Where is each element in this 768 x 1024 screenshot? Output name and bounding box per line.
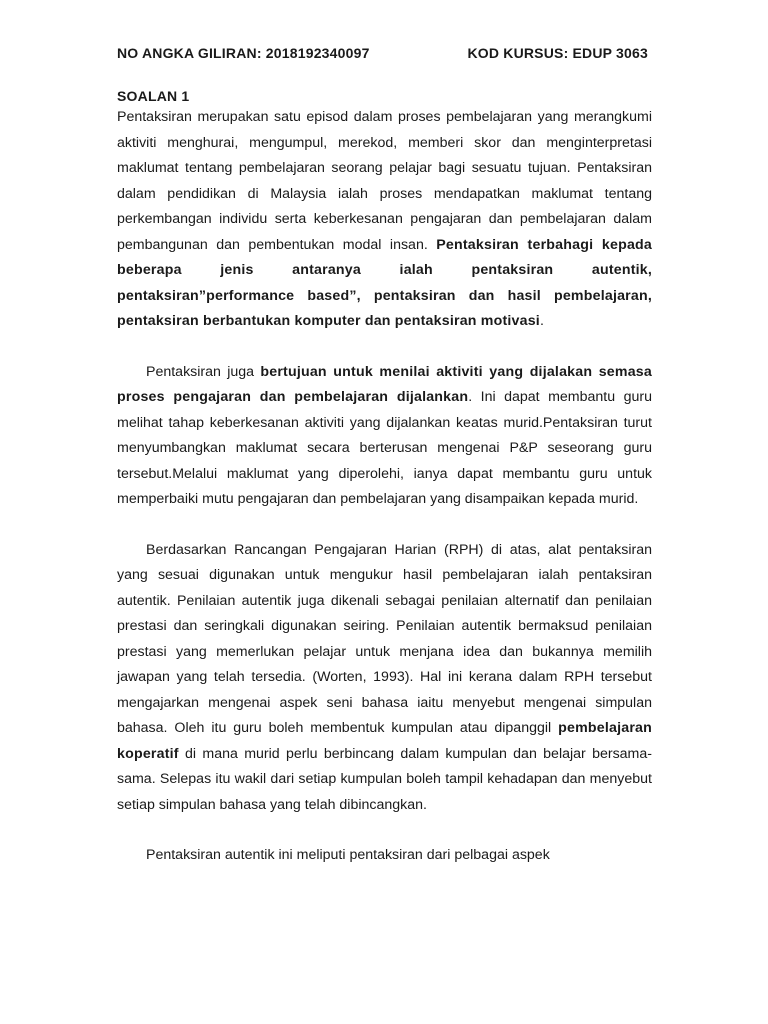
paragraph-text: . Ini dapat membantu guru melihat tahap keberkesanan aktiviti yang dijalankan keatas murid.Pentaksiran turut menyumbangkan maklumat secara berterusan mengenai P&P seseorang guru tersebut.Melalui maklumat yang diperolehi, ianya dapat membantu guru untuk memperbaiki mutu pengajaran dan pembelajaran yang disampaikan kepada murid.: [117, 389, 652, 507]
paragraph-text: .: [539, 313, 544, 329]
paragraph-spacer: [117, 335, 652, 360]
paragraph-text: Pentaksiran autentik ini meliputi pentaksiran dari pelbagai aspek: [146, 847, 550, 863]
paragraph-1: [117, 105, 652, 335]
paragraph-text: Pentaksiran juga: [146, 363, 261, 380]
bold-text: bertujuan untuk menilai aktiviti yang dijalakan semasa proses pengajaran dan pembelajaran dijalankan: [117, 363, 652, 405]
paragraph-text: Pentaksiran merupakan satu episod dalam proses pembelajaran yang merangkumi aktiviti menghurai, mengumpul, merekod, memberi skor dan menginterpretasi maklumat tentang pembelajaran seorang pelajar bagi sesuatu tujuan. Pentaksiran dalam pendidikan di Malaysia ialah proses mendapatkan maklumat tentang perkembangan individu serta keberkesanan pengajaran dan pembelajaran dalam pembangunan dan pembentukan modal insan.: [117, 109, 652, 253]
paragraph-spacer: [117, 513, 652, 538]
paragraph-spacer: [117, 818, 652, 843]
paragraph-2: [117, 360, 652, 513]
candidate-number: NO ANGKA GILIRAN: 2018192340097: [117, 45, 370, 61]
section-title: SOALAN 1: [117, 88, 190, 104]
bold-text: pembelajaran koperatif: [117, 720, 652, 762]
page-header: [117, 42, 652, 64]
paragraph-3: [117, 538, 652, 819]
paragraph-text: Berdasarkan Rancangan Pengajaran Harian (RPH) di atas, alat pentaksiran yang sesuai digunakan untuk mengukur hasil pembelajaran ialah pentaksiran autentik. Penilaian autentik juga dikenali sebagai penilaian alternatif dan penilaian prestasi dan seringkali digunakan seiring. Penilaian autentik bermaksud penilaian prestasi yang memerlukan pelajar untuk menjana idea dan bukannya memilih jawapan yang telah tersedia. (Worten, 1993). Hal ini kerana dalam RPH tersebut mengajarkan mengenai aspek seni bahasa iaitu menyebut mengenai simpulan bahasa. Oleh itu guru boleh membentuk kumpulan atau dipanggil: [117, 541, 652, 736]
course-code: KOD KURSUS: EDUP 3063: [467, 45, 648, 61]
bold-text: Pentaksiran terbahagi kepada beberapa jenis antaranya ialah pentaksiran autentik, pentaksiran”performance based”, pentaksiran dan hasil pembelajaran, pentaksiran berbantukan komputer dan pentaksiran motivasi: [117, 236, 652, 329]
paragraph-4: [117, 843, 652, 869]
paragraph-text: di mana murid perlu berbincang dalam kumpulan dan belajar bersama-sama. Selepas itu wakil dari setiap kumpulan boleh tampil kehadapan dan menyebut setiap simpulan bahasa yang telah dibincangkan.: [117, 745, 652, 813]
